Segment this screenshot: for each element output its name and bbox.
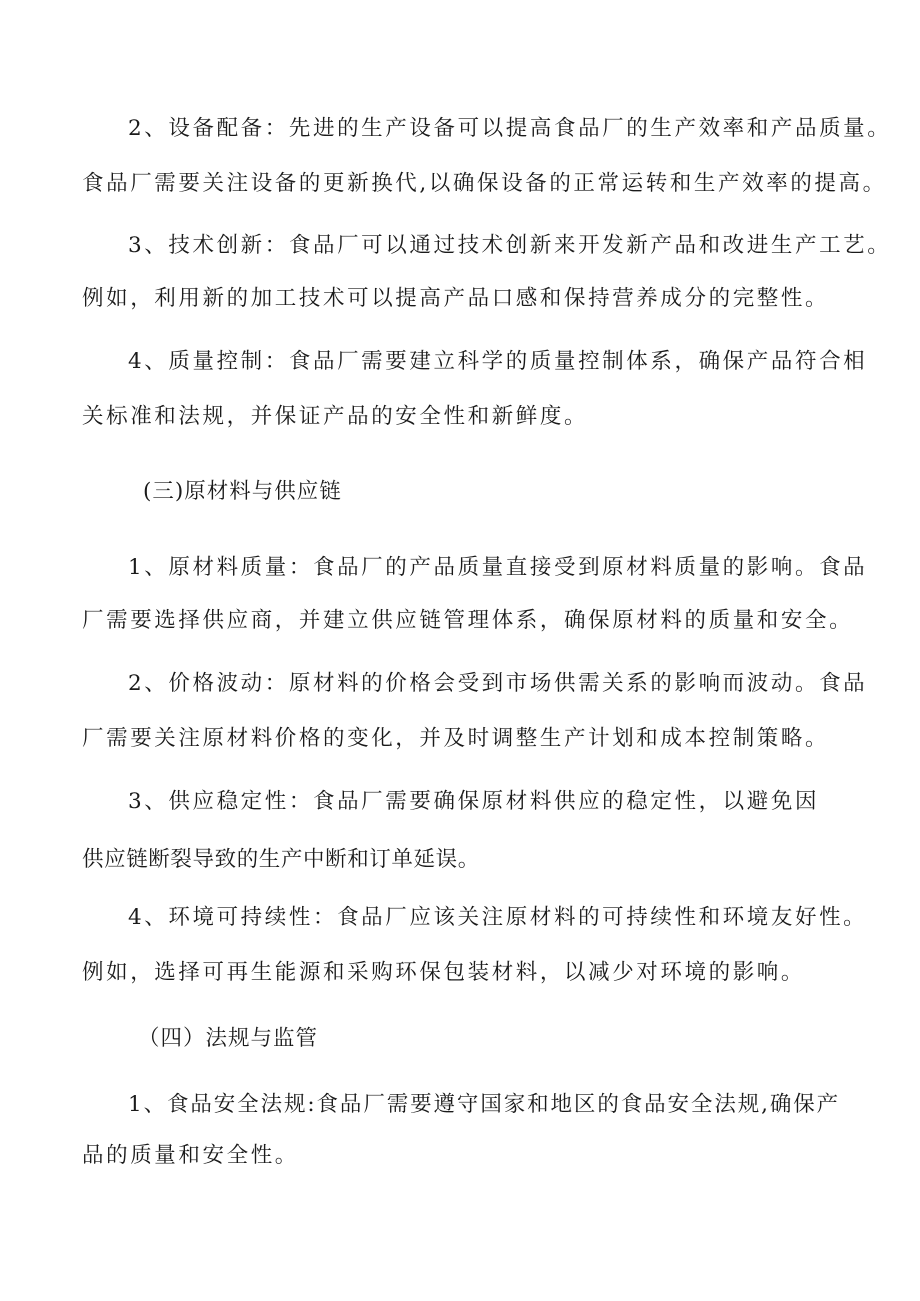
paragraph-price-fluctuation-line-1: 2、价格波动：原材料的价格会受到市场供需关系的影响而波动。食品 [128,671,868,696]
paragraph-raw-material-quality-line-2: 厂需要选择供应商，并建立供应链管理体系，确保原材料的质量和安全。 [82,608,854,633]
paragraph-innovation-line-2: 例如，利用新的加工技术可以提高产品口感和保持营养成分的完整性。 [82,286,830,311]
section-heading-raw-materials: (三)原材料与供应链 [143,479,342,504]
paragraph-supply-stability-line-1: 3、供应稳定性：食品厂需要确保原材料供应的稳定性，以避免因 [128,789,820,814]
paragraph-sustainability-line-1: 4、环境可持续性：食品厂应该关注原材料的可持续性和环境友好性。 [128,905,868,930]
paragraph-food-safety-line-1: 1、食品安全法规:食品厂需要遵守国家和地区的食品安全法规,确保产 [128,1092,841,1117]
section-heading-regulation: （四）法规与监管 [138,1026,319,1051]
paragraph-supply-stability-line-2: 供应链断裂导致的生产中断和订单延误。 [82,847,480,872]
paragraph-quality-control-line-1: 4、质量控制：食品厂需要建立科学的质量控制体系，确保产品符合相 [128,349,868,374]
paragraph-price-fluctuation-line-2: 厂需要关注原材料价格的变化，并及时调整生产计划和成本控制策略。 [82,726,830,751]
paragraph-sustainability-line-2: 例如，选择可再生能源和采购环保包装材料，以减少对环境的影响。 [82,960,806,985]
paragraph-equipment-line-1: 2、设备配备：先进的生产设备可以提高食品厂的生产效率和产品质量。 [128,116,892,141]
paragraph-food-safety-line-2: 品的质量和安全性。 [82,1143,299,1168]
paragraph-equipment-line-2: 食品厂需要关注设备的更新换代,以确保设备的正常运转和生产效率的提高。 [82,171,887,196]
paragraph-innovation-line-1: 3、技术创新：食品厂可以通过技术创新来开发新产品和改进生产工艺。 [128,233,892,258]
paragraph-raw-material-quality-line-1: 1、原材料质量：食品厂的产品质量直接受到原材料质量的影响。食品 [128,555,868,580]
paragraph-quality-control-line-2: 关标准和法规，并保证产品的安全性和新鲜度。 [82,404,589,429]
